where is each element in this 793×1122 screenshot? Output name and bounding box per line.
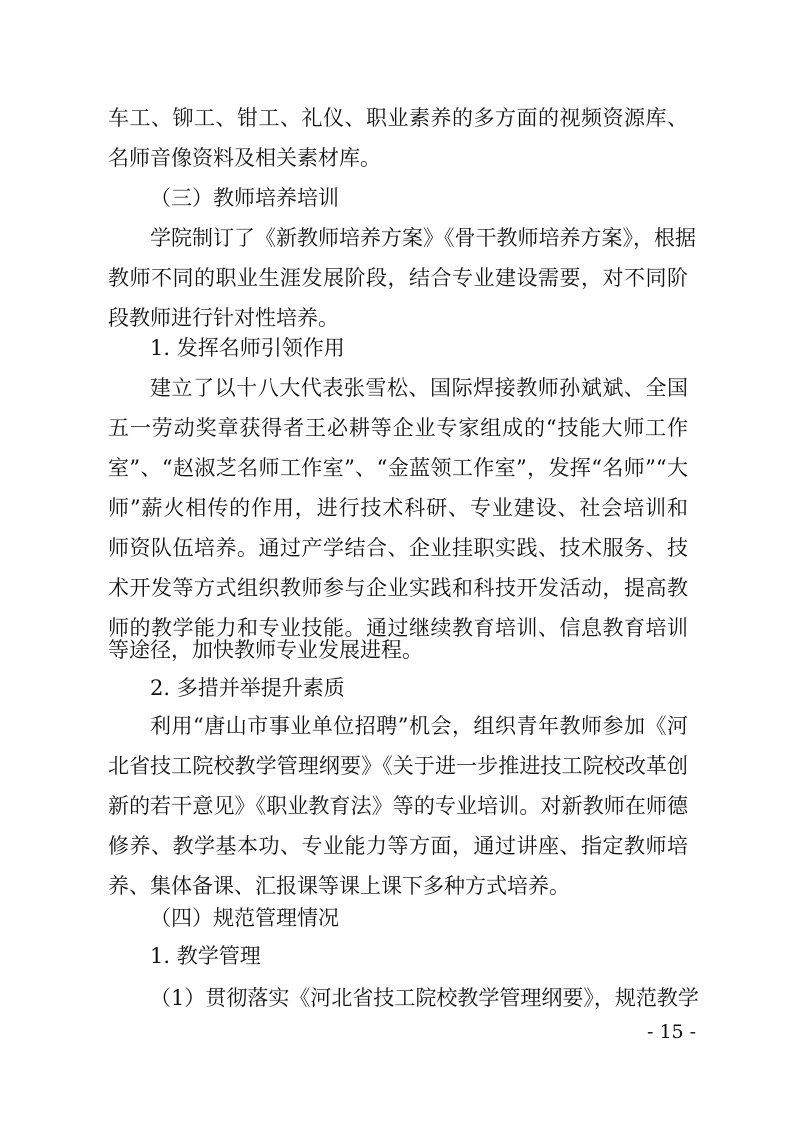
body-text-line: 段教师进行针对性培养。: [108, 306, 339, 330]
body-text-line: 利用“唐山市事业单位招聘”机会，组织青年教师参加《河: [150, 714, 688, 738]
body-text-line: 北省技工院校教学管理纲要》《关于进一步推进技工院校改革创: [108, 754, 688, 778]
body-text-line: 车工、铆工、钳工、礼仪、职业素养的多方面的视频资源库、: [108, 106, 688, 130]
section-heading: （三）教师培养培训: [150, 186, 339, 210]
subsection-heading: 1. 发挥名师引领作用: [150, 336, 345, 360]
body-text-line: 修养、教学基本功、专业能力等方面，通过讲座、指定教师培: [108, 834, 688, 858]
body-text-line: 师”薪火相传的作用，进行技术科研、专业建设、社会培训和: [108, 496, 688, 520]
body-text-line: 师资队伍培养。通过产学结合、企业挂职实践、技术服务、技: [108, 536, 688, 560]
body-text-line: 师的教学能力和专业技能。通过继续教育培训、信息教育培训: [108, 616, 688, 640]
body-text-line: 新的若干意见》《职业教育法》等的专业培训。对新教师在师德: [108, 794, 688, 818]
body-text-line: 教师不同的职业生涯发展阶段，结合专业建设需要，对不同阶: [108, 266, 688, 290]
subsection-heading: 2. 多措并举提升素质: [150, 676, 345, 700]
body-text-line: 术开发等方式组织教师参与企业实践和科技开发活动，提高教: [108, 576, 688, 600]
section-heading: （四）规范管理情况: [150, 906, 339, 930]
body-text-line: 五一劳动奖章获得者王必耕等企业专家组成的“技能大师工作: [108, 416, 688, 440]
body-text-line: 养、集体备课、汇报课等课上课下多种方式培养。: [108, 874, 570, 898]
body-text-line: 学院制订了《新教师培养方案》《骨干教师培养方案》，根据: [150, 226, 696, 250]
page-number: - 15 -: [647, 1021, 697, 1043]
body-text-line: 等途径，加快教师专业发展进程。: [108, 638, 423, 662]
body-text-line: （1）贯彻落实《河北省技工院校教学管理纲要》，规范教学: [150, 986, 699, 1010]
body-text-line: 建立了以十八大代表张雪松、国际焊接教师孙斌斌、全国: [150, 376, 688, 400]
subsection-heading: 1. 教学管理: [150, 944, 261, 968]
body-text-line: 名师音像资料及相关素材库。: [108, 146, 381, 170]
body-text-line: 室”、“赵淑芝名师工作室”、“金蓝领工作室”，发挥“名师”“大: [108, 456, 688, 480]
